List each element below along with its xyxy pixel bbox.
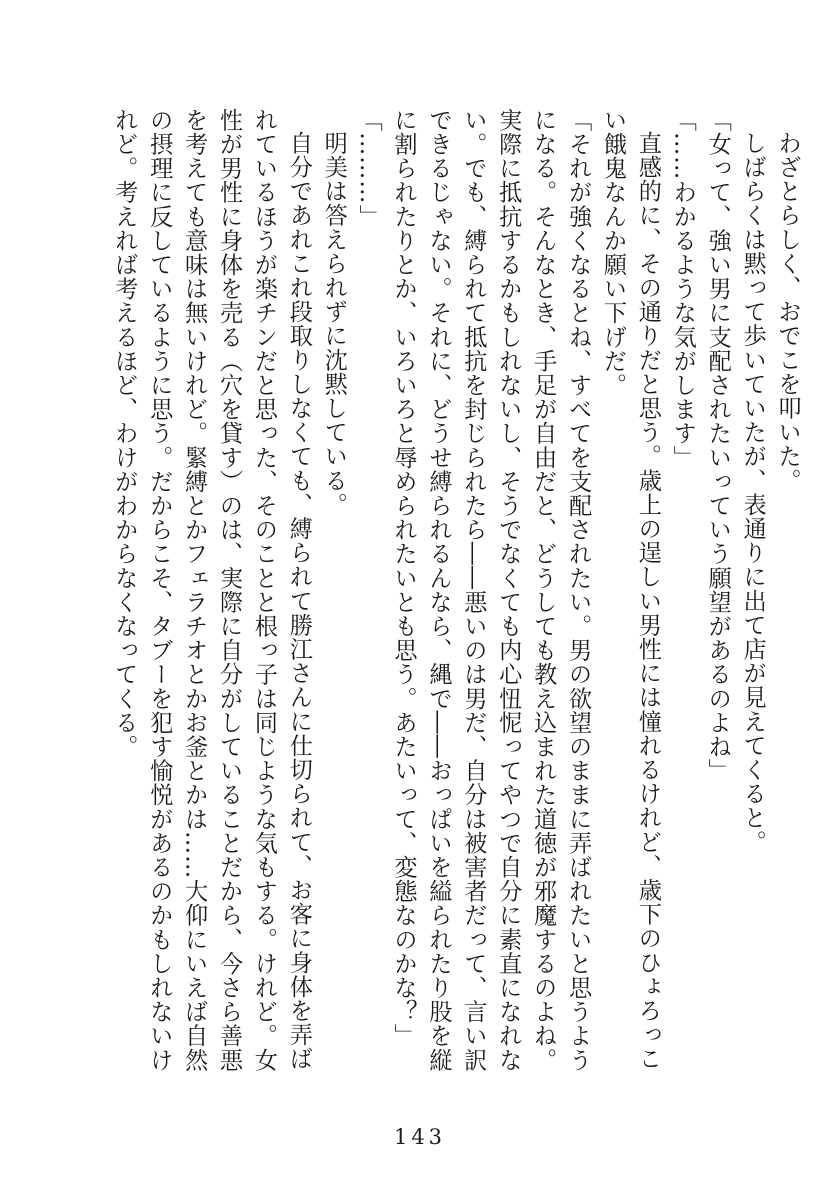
dialogue-line: 「それが強くなるとね、すべてを支配されたい。男の欲望のままに弄ばれたいと思うよう xyxy=(564,108,592,1072)
text-line: い餓鬼なんか願い下げだ。 xyxy=(599,108,627,398)
dialogue-line: い。でも、縛られて抵抗を封じられたら――悪いのは男だ、自分は被害者だって、言い訳 xyxy=(459,108,487,1072)
text-line: の摂理に反しているように思う。だからこそ、タブーを犯す愉悦があるのかもしれないけ xyxy=(145,108,173,1072)
dialogue-line: 「……わかるような気がします」 xyxy=(669,108,697,470)
text-line: わざとらしく、おでこを叩いた。 xyxy=(774,131,801,493)
page-number: 143 xyxy=(393,1125,447,1149)
dialogue-line: 実際に抵抗するかもしれないし、そうでなくても内心忸怩ってやつで自分に素直になれな xyxy=(494,108,522,1072)
text-line: 明美は答えられずに沈黙している。 xyxy=(320,131,348,517)
text-line: れど。考えれば考えるほど、わけがわからなくなってくる。 xyxy=(110,108,138,759)
text-line: しばらくは黙って歩いていたが、表通りに出て店が見えてくると。 xyxy=(739,131,767,855)
dialogue-line: できるじゃない。それに、どうせ縛られるんなら、縄で――おっぱいを縊られたり股を縦 xyxy=(424,108,452,1072)
dialogue-line: 「女って、強い男に支配されたいっていう願望があるのよね」 xyxy=(704,108,732,783)
vertical-text-body xyxy=(106,108,804,1088)
dialogue-line: になる。そんなとき、手足が自由だと、どうしても教え込まれた道徳が邪魔するのよね。 xyxy=(529,108,557,1072)
text-line: れているほうが楽チンだと思った、そのことと根っ子は同じような気もする。けれど。女 xyxy=(250,108,278,1072)
text-line: を考えても意味は無いけれど。緊縛とかフェラチオとかお釜とかは……大仰にいえば自然 xyxy=(180,108,208,1072)
text-line: 直感的に、その通りだと思う。歳上の逞しい男性には憧れるけれど、歳下のひょろっこ xyxy=(634,131,662,1072)
dialogue-line: に割られたりとか、いろいろと辱められたいとも思う。あたいって、変態なのかな？」 xyxy=(390,108,418,1048)
text-line: 自分であれこれ段取りしなくても、縛られて勝江さんに仕切られて、お客に身体を弄ば xyxy=(285,131,313,1072)
text-line: 性が男性に身体を売る（穴を貸す）のは、実際に自分がしていることだから、今さら善悪 xyxy=(215,108,243,1072)
dialogue-line: 「………」 xyxy=(355,108,383,229)
